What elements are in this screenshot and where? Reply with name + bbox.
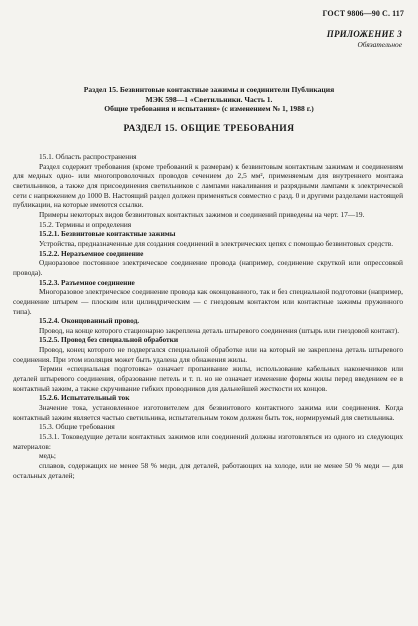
term-heading: 15.2.6. Испытательный ток <box>39 393 130 403</box>
list-item: медь; <box>39 451 56 461</box>
section-heading: РАЗДЕЛ 15. ОБЩИЕ ТРЕБОВАНИЯ <box>123 123 295 134</box>
appendix-subtitle: Обязательное <box>357 40 402 49</box>
section-title-line: Раздел 15. Безвинтовые контактные зажимы и соединители Публикация <box>83 85 335 94</box>
term-heading: 15.2.1. Безвинтовые контактные зажимы <box>39 229 176 239</box>
document-body <box>13 152 403 480</box>
section-title <box>22 85 396 114</box>
paragraph: Многоразовое электрическое соединение провода как оконцованного, так и без специальной подготовки (например, соединение штырем — плоским или цилиндрическим — с гнездовым контактом или контактные зажимы пружинного типа). <box>13 287 403 316</box>
term-heading: 15.2.4. Оконцованный провод. <box>39 316 140 326</box>
section-title-line: Общие требования и испытания» (с изменением № 1, 1988 г.) <box>104 104 314 114</box>
clause-heading: 15.2. Термины и определения <box>39 219 132 229</box>
term-heading: 15.2.5. Провод без специальной обработки <box>39 335 179 345</box>
paragraph: Термин «специальная подготовка» означает пропаивание жилы, использование кабельных наконечников или деталей штыревого соединения, образование петель и т. п. но не означает изменение формы жилы перед введением ее в контактный зажим, а также скручивание гибких проводников для дальнейшей жесткости их концов. <box>13 364 403 393</box>
list-item: сплавов, содержащих не менее 58 % меди, для деталей, работающих на холоде, или не менее 50 % меди — для остальных деталей; <box>13 461 403 480</box>
paragraph: Значение тока, установленное изготовителем для безвинтового контактного зажима или соединения. Когда контактный зажим является частью светильника, испытательным током должен быть ток, нормируемый для светильника. <box>13 403 403 422</box>
paragraph: Примеры некоторых видов безвинтовых контактных зажимов и соединений приведены на черт. 17—19. <box>39 209 365 219</box>
paragraph: Раздел содержит требования (кроме требований к размерам) к безвинтовым контактным зажимам и соединениям для медных одно- или многопроволочных проводов сечением до 2,5 мм², применяемым для внутреннего монтажа светильников, а также для присоединения светильников с лампами накаливания и разрядными лампами к электрической сети с напряжением до 1000 В. Настоящий раздел должен применяться совместно с разд. 0 и другими разделами настоящей публикации, на которые имеются ссылки. <box>13 161 403 210</box>
paragraph: Провод, конец которого не подвергался специальной обработке или на который не закреплена деталь штыревого соединения. При этом изоляция может быть удалена для обнажения жилы. <box>13 345 403 364</box>
term-heading: 15.2.2. Неразъемное соединение <box>39 248 144 258</box>
appendix-title: ПРИЛОЖЕНИЕ 3 <box>326 29 402 39</box>
section-title-line: МЭК 598—1 «Светильники. Часть 1. <box>145 94 273 104</box>
standard-page-code: ГОСТ 9806—90 С. 117 <box>322 9 404 18</box>
appendix-label <box>327 29 402 49</box>
term-heading: 15.2.3. Разъемное соединение <box>39 277 135 287</box>
clause-heading: 15.3. Общие требования <box>39 422 115 432</box>
paragraph: Одноразовое постоянное электрическое соединение провода (например, соединение скруткой или опрессовкой провода). <box>13 258 403 277</box>
paragraph: Провод, на конце которого стационарно закреплена деталь штыревого соединения (штырь или гнездовой контакт). <box>39 325 400 335</box>
paragraph: Устройства, предназначенные для создания соединений в электрических цепях с помощью безвинтовых средств. <box>39 238 394 248</box>
clause-heading: 15.1. Область распространения <box>39 152 137 161</box>
paragraph: 15.3.1. Токоведущие детали контактных зажимов или соединений должны изготовляться из одного из следующих материалов: <box>13 432 403 451</box>
